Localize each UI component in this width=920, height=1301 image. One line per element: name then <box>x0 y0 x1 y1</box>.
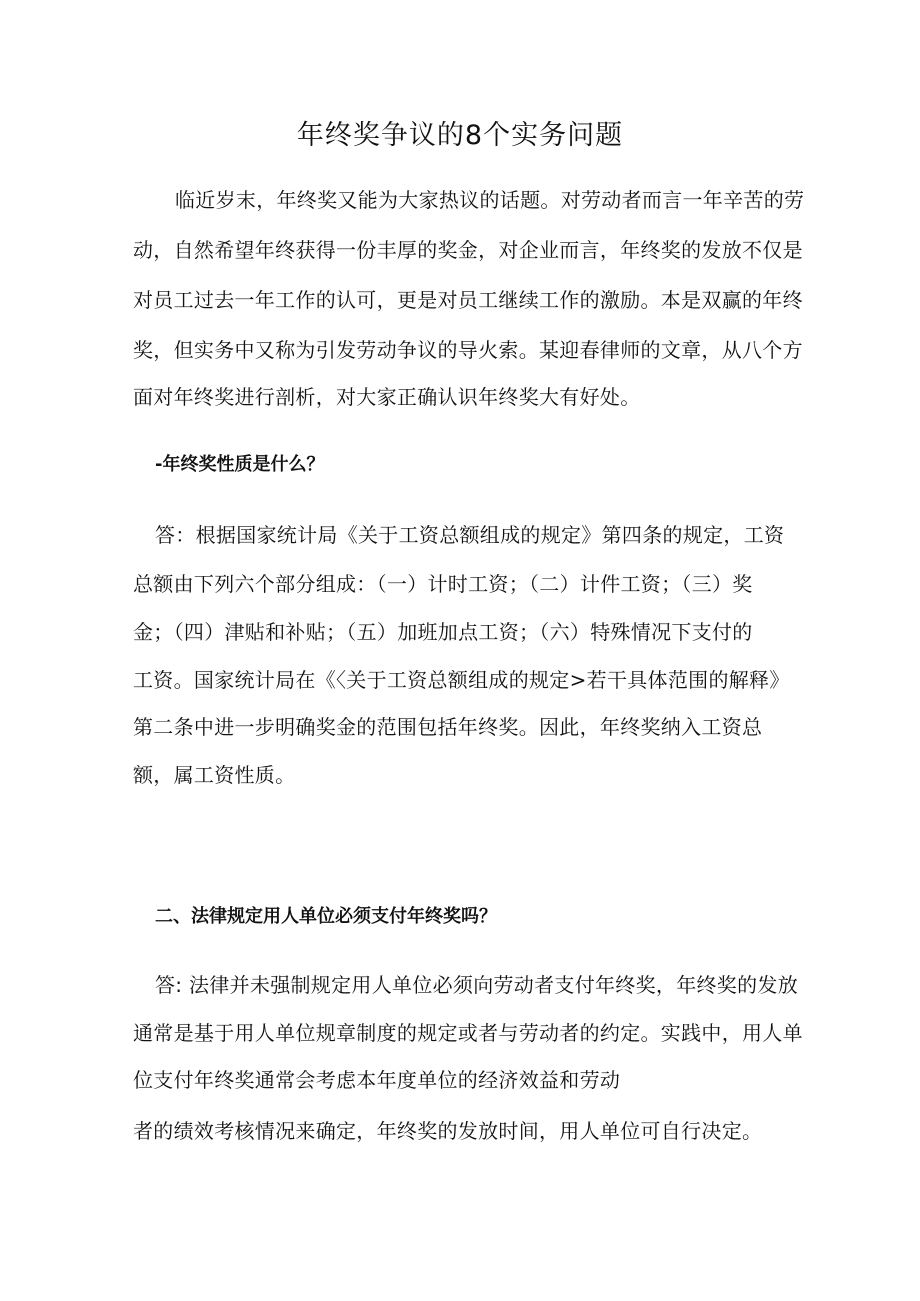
section2-answer-line: 通常是基于用人单位规章制度的规定或者与劳动者的约定。实践中，用人单 <box>133 1021 803 1045</box>
section1-heading: -年终奖性质是什么？ <box>155 454 325 475</box>
section1-answer-line: 额，属工资性质。 <box>133 763 296 787</box>
section1-answer-line: 第二条中进一步明确奖金的范围包括年终奖。因此，年终奖纳入工资总 <box>133 715 763 739</box>
intro-line: 对员工过去一年工作的认可，更是对员工继续工作的激励。本是双赢的年终 <box>133 288 803 312</box>
document-title: 年终奖争议的8个实务问题 <box>296 120 624 151</box>
section2-answer-line: 位支付年终奖通常会考虑本年度单位的经济效益和劳动 <box>133 1068 621 1092</box>
section2-heading: 二、法律规定用人单位必须支付年终奖吗？ <box>155 906 497 927</box>
section1-answer-line: 答：根据国家统计局《关于工资总额组成的规定》第四条的规定，工资 <box>155 523 785 547</box>
section1-answer-line: 总额由下列六个部分组成：（一）计时工资；（二）计件工资；（三）奖 <box>133 572 753 596</box>
section1-answer-line: 金；（四）津贴和补贴；（五）加班加点工资；（六）特殊情况下支付的 <box>133 620 753 644</box>
intro-line: 奖，但实务中又称为引发劳动争议的导火索。某迎春律师的文章，从八个方 <box>133 338 803 362</box>
intro-line: 临近岁末，年终奖又能为大家热议的话题。对劳动者而言一年辛苦的劳 <box>175 188 805 212</box>
intro-line: 动，自然希望年终获得一份丰厚的奖金，对企业而言，年终奖的发放不仅是 <box>133 238 803 262</box>
section2-answer-line: 者的绩效考核情况来确定，年终奖的发放时间，用人单位可自行决定。 <box>133 1119 763 1143</box>
intro-line: 面对年终奖进行剖析，对大家正确认识年终奖大有好处。 <box>133 385 641 409</box>
section2-answer-line: 答: 法律并未强制规定用人单位必须向劳动者支付年终奖，年终奖的发放 <box>155 973 798 997</box>
section1-answer-line: 工资。国家统计局在《〈关于工资总额组成的规定>若干具体范围的解释》 <box>133 668 790 692</box>
